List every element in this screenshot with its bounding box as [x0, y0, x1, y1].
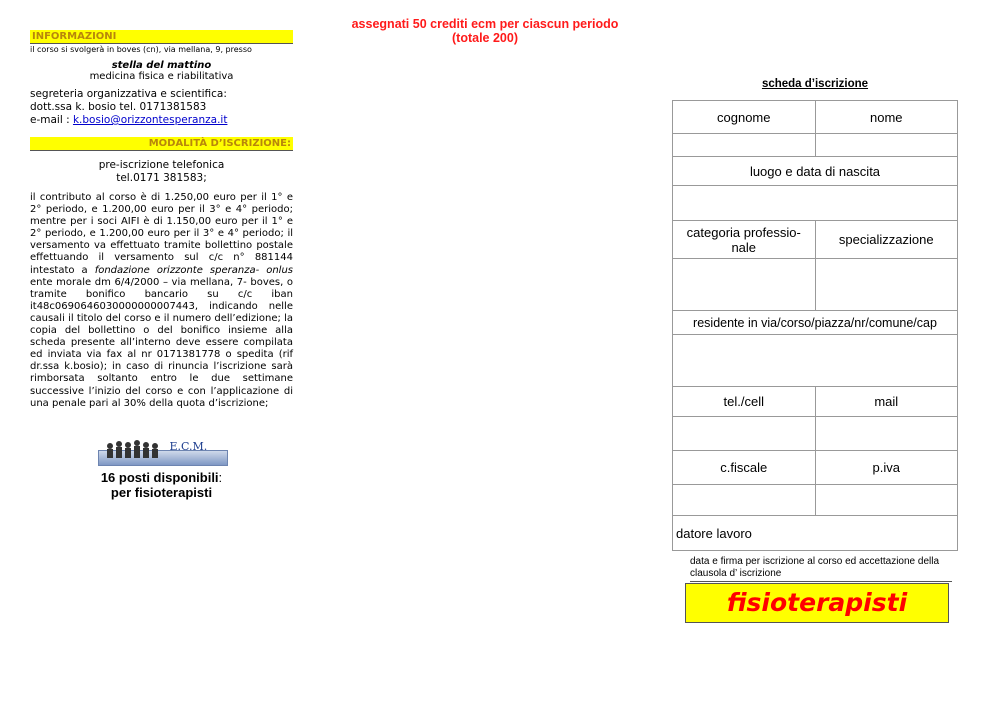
left-panel: [30, 30, 293, 500]
scheda-title: scheda d’iscrizione: [761, 78, 869, 90]
credits-text: assegnati 50 crediti ecm per ciascun periodo (totale 200): [351, 17, 619, 45]
posti-colon: :: [218, 469, 223, 485]
location-line: il corso si svolgerà in boves (cn), via mellana, 9, presso: [30, 45, 252, 54]
label-cognome: cognome: [673, 101, 816, 134]
posti-text: [30, 470, 293, 500]
field-residente[interactable]: [673, 335, 958, 387]
preiscrizione-line1: pre-iscrizione telefonica: [98, 159, 225, 171]
secretary-line2: dott.ssa k. bosio tel. 0171381583: [30, 101, 207, 113]
modalita-heading: MODALITÀ D’ISCRIZIONE:: [30, 137, 293, 151]
enrollment-form: [672, 100, 958, 551]
signature-note: data e firma per iscrizione al corso ed accettazione della clausola d’ iscrizione: [690, 556, 940, 579]
field-cognome[interactable]: [673, 134, 816, 157]
posti-count: 16 posti disponibili: [100, 469, 219, 485]
people-icon: [104, 438, 164, 460]
modalita-body-part2: ente morale dm 6/4/2000 – via mellana, 7- boves, o tramite bonifico bancario su c/c iban it48c0690646030000000007443, indicando nelle causali il titolo del corso e il numero dell’edizione; la copia del bollettino o del bonifico insieme alla scheda presente all’interno deve essere compilata ed inviata via fax al nr 0171381778 o spedita (rif dr.ssa k.bosio); in caso di rinuncia l’iscrizione sarà rimborsata soltanto entro le due settimane successive l’inizio del corso e con l’applicazione di una penale pari al 30% della quota d’iscrizione;: [30, 276, 293, 409]
preiscrizione-line2: tel.0171 381583;: [116, 172, 207, 184]
informazioni-heading: INFORMAZIONI: [30, 30, 293, 44]
email-label: e-mail :: [30, 114, 73, 126]
label-tel: tel./cell: [673, 387, 816, 417]
ecm-logo: [98, 436, 226, 464]
signature-line: [690, 581, 952, 582]
label-residente: residente in via/corso/piazza/nr/comune/cap: [673, 311, 958, 335]
label-codice-fiscale: c.fiscale: [673, 451, 816, 485]
field-luogo-data-nascita[interactable]: [673, 186, 958, 221]
label-mail: mail: [815, 387, 958, 417]
field-specializzazione[interactable]: [815, 259, 958, 311]
email-link[interactable]: k.bosio@orizzontesperanza.it: [72, 114, 228, 126]
field-mail[interactable]: [815, 417, 958, 451]
label-nome: nome: [815, 101, 958, 134]
venue-name: stella del mattino: [111, 60, 212, 71]
posti-line1: [30, 470, 293, 485]
field-datore-lavoro[interactable]: datore lavoro: [673, 516, 958, 551]
label-specializzazione: specializzazione: [815, 221, 958, 259]
fisioterapisti-banner: fisioterapisti: [685, 583, 949, 623]
posti-line2: per fisioterapisti: [110, 484, 213, 500]
modalita-body: [30, 192, 293, 410]
label-partita-iva: p.iva: [815, 451, 958, 485]
secretary-line1: segreteria organizzativa e scientifica:: [30, 88, 227, 100]
field-partita-iva[interactable]: [815, 485, 958, 516]
field-categoria[interactable]: [673, 259, 816, 311]
label-luogo-data-nascita: luogo e data di nascita: [673, 157, 958, 186]
field-nome[interactable]: [815, 134, 958, 157]
modalita-body-part1: il contributo al corso è di 1.250,00 euro per il 1° e 2° periodo, e 1.200,00 euro per il 3° e 4° periodo; mentre per i soci AIFI è di 1.150,00 euro per il 1° e 2° periodo, e 1.200,00 euro per il 3° e 4° periodo; il versamento va effettuato tramite bollettino postale effettuando il versamento sul c/c n° 881144 intestato a: [30, 192, 293, 276]
ecm-logo-label: E.C.M.: [169, 439, 208, 453]
modalita-body-italic: fondazione orizzonte speranza- onlus: [94, 264, 293, 276]
field-tel[interactable]: [673, 417, 816, 451]
email-row: [30, 114, 293, 127]
venue-sub: medicina fisica e riabilitativa: [89, 71, 234, 82]
label-categoria: categoria professio-nale: [673, 221, 816, 259]
field-codice-fiscale[interactable]: [673, 485, 816, 516]
